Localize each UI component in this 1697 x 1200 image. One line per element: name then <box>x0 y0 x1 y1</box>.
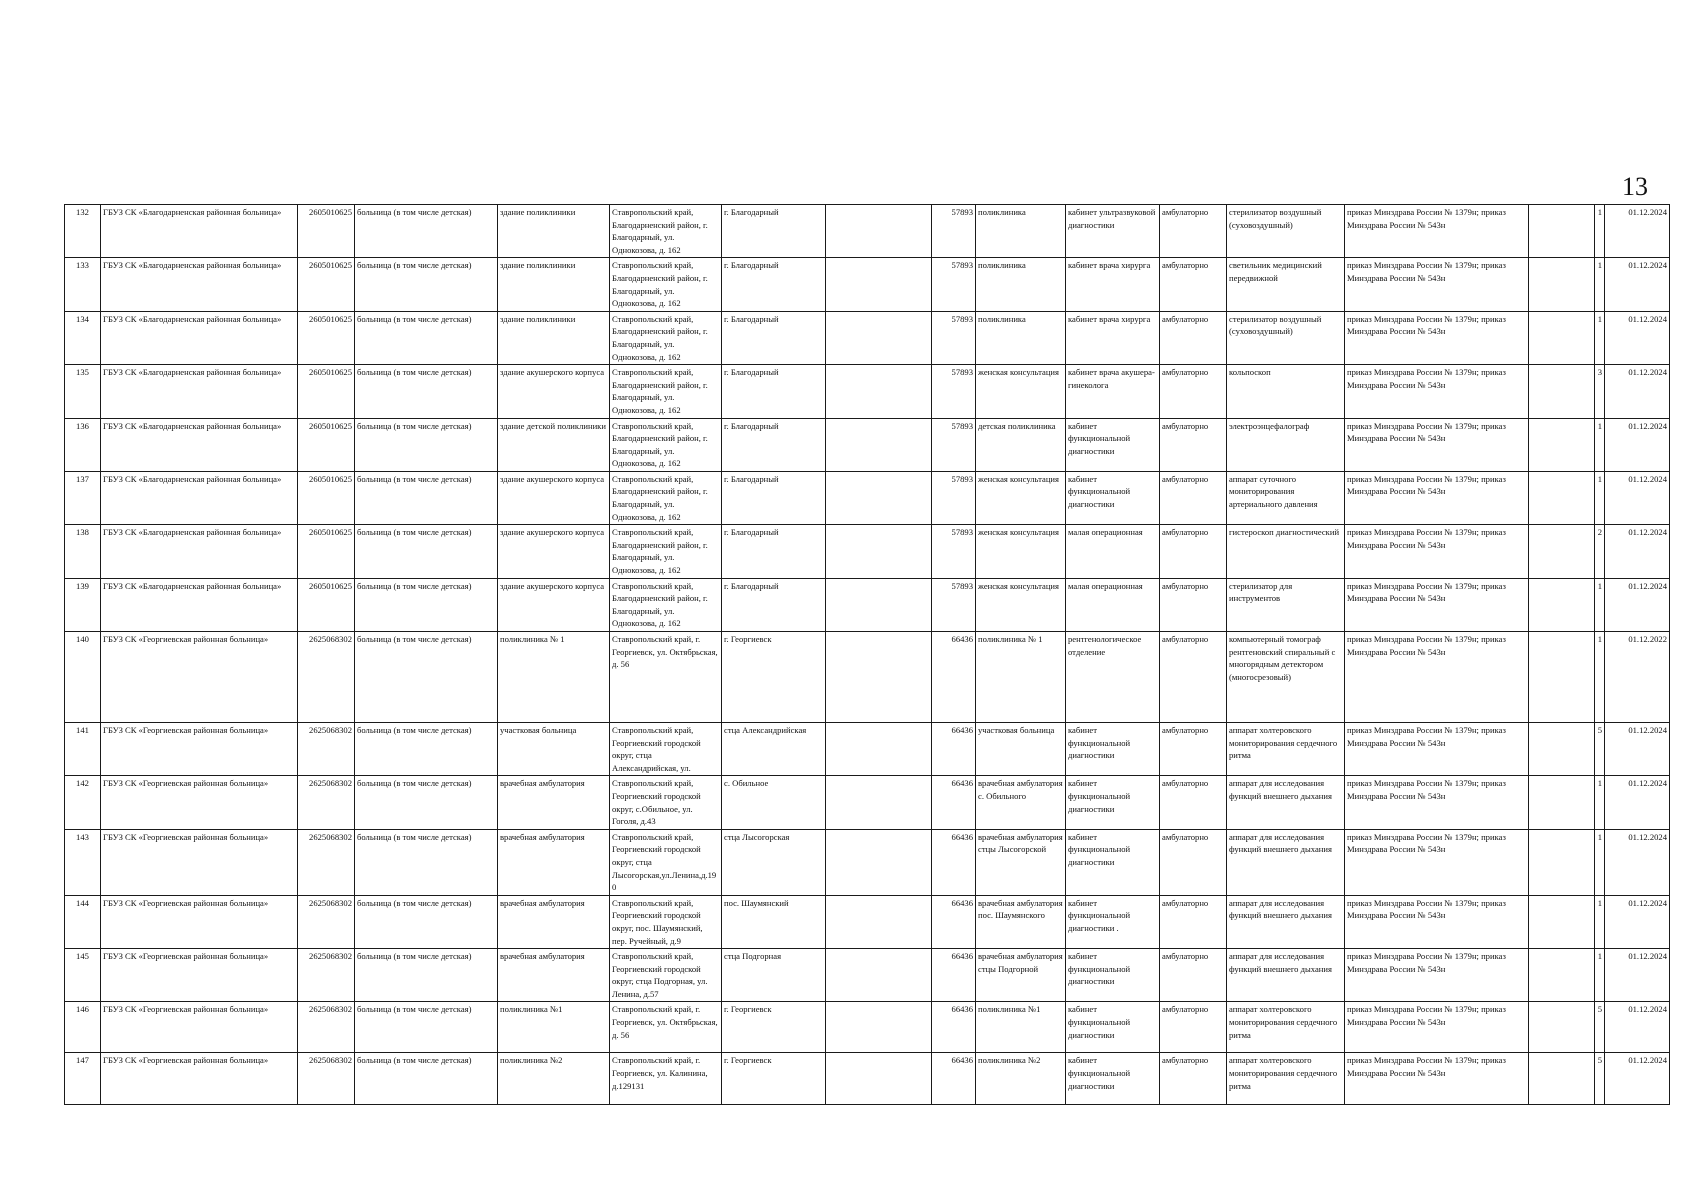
row-number: 139 <box>65 578 101 631</box>
inn-code: 2605010625 <box>298 258 355 311</box>
room-name: малая операционная <box>1066 525 1160 578</box>
building-name: поликлиника № 1 <box>498 632 610 723</box>
subdivision: женская консультация <box>976 525 1066 578</box>
care-form: амбулаторно <box>1160 205 1227 258</box>
equipment-name: стерилизатор воздушный (суховоздушный) <box>1227 205 1345 258</box>
row-number: 143 <box>65 829 101 895</box>
row-number: 141 <box>65 723 101 776</box>
population-count: 57893 <box>932 418 976 471</box>
table-row <box>65 632 1670 723</box>
delivery-date: 01.12.2024 <box>1605 471 1670 524</box>
subdivision: врачебная амбулатория стцы Лысогорской <box>976 829 1066 895</box>
table-row <box>65 949 1670 1002</box>
building-name: врачебная амбулатория <box>498 895 610 948</box>
population-count: 66436 <box>932 632 976 723</box>
subdivision: поликлиника № 1 <box>976 632 1066 723</box>
population-count: 66436 <box>932 776 976 829</box>
organization-name: ГБУЗ СК «Благодарненская районная больница» <box>101 205 298 258</box>
address: Ставропольский край, Благодарненский район, г. Благодарный, ул. Однокозова, д. 162 <box>610 578 722 631</box>
table-row <box>65 829 1670 895</box>
care-form: амбулаторно <box>1160 311 1227 364</box>
locality: г. Благодарный <box>722 205 826 258</box>
organization-name: ГБУЗ СК «Георгиевская районная больница» <box>101 723 298 776</box>
locality: г. Благодарный <box>722 311 826 364</box>
address: Ставропольский край, Георгиевский городской округ, стца Лысогорская,ул.Ленина,д.190 <box>610 829 722 895</box>
delivery-date: 01.12.2024 <box>1605 949 1670 1002</box>
subdivision: женская консультация <box>976 578 1066 631</box>
subdivision: врачебная амбулатория пос. Шаумянского <box>976 895 1066 948</box>
locality: г. Благодарный <box>722 471 826 524</box>
population-count: 57893 <box>932 311 976 364</box>
equipment-name: стерилизатор для инструментов <box>1227 578 1345 631</box>
table-row <box>65 471 1670 524</box>
delivery-date: 01.12.2024 <box>1605 205 1670 258</box>
care-form: амбулаторно <box>1160 258 1227 311</box>
population-count: 57893 <box>932 365 976 418</box>
care-form: амбулаторно <box>1160 895 1227 948</box>
equipment-name: аппарат холтеровского мониторирования сердечного ритма <box>1227 1002 1345 1053</box>
care-form: амбулаторно <box>1160 949 1227 1002</box>
locality: г. Георгиевск <box>722 1002 826 1053</box>
row-number: 140 <box>65 632 101 723</box>
row-number: 142 <box>65 776 101 829</box>
care-form: амбулаторно <box>1160 632 1227 723</box>
inn-code: 2605010625 <box>298 205 355 258</box>
subdivision: врачебная амбулатория с. Обильного <box>976 776 1066 829</box>
building-name: здание поликлиники <box>498 258 610 311</box>
delivery-date: 01.12.2024 <box>1605 1002 1670 1053</box>
population-count: 57893 <box>932 471 976 524</box>
row-number: 134 <box>65 311 101 364</box>
delivery-date: 01.12.2024 <box>1605 365 1670 418</box>
population-count: 57893 <box>932 205 976 258</box>
regulatory-order: приказ Минздрава России № 1379н; приказ Минздрава России № 543н <box>1345 829 1529 895</box>
row-number: 132 <box>65 205 101 258</box>
quantity: 1 <box>1595 895 1605 948</box>
inn-code: 2605010625 <box>298 471 355 524</box>
delivery-date: 01.12.2024 <box>1605 723 1670 776</box>
equipment-registry-table <box>64 204 1670 1105</box>
equipment-name: электроэнцефалограф <box>1227 418 1345 471</box>
regulatory-order: приказ Минздрава России № 1379н; приказ Минздрава России № 543н <box>1345 258 1529 311</box>
inn-code: 2605010625 <box>298 525 355 578</box>
equipment-name: компьютерный томограф рентгеновский спиральный с многорядным детектором (многосрезовый) <box>1227 632 1345 723</box>
empty-cell <box>1529 776 1595 829</box>
empty-cell <box>1529 418 1595 471</box>
registry-body <box>65 205 1670 1105</box>
page-number: 13 <box>1622 172 1648 201</box>
regulatory-order: приказ Минздрава России № 1379н; приказ Минздрава России № 543н <box>1345 205 1529 258</box>
building-name: врачебная амбулатория <box>498 949 610 1002</box>
population-count: 66436 <box>932 829 976 895</box>
empty-cell <box>1529 525 1595 578</box>
equipment-name: аппарат суточного мониторирования артериального давления <box>1227 471 1345 524</box>
equipment-name: кольпоскоп <box>1227 365 1345 418</box>
room-name: кабинет врача хирурга <box>1066 258 1160 311</box>
quantity: 5 <box>1595 1053 1605 1105</box>
room-name: рентгенологическое отделение <box>1066 632 1160 723</box>
organization-name: ГБУЗ СК «Георгиевская районная больница» <box>101 895 298 948</box>
building-name: поликлиника №2 <box>498 1053 610 1105</box>
organization-name: ГБУЗ СК «Георгиевская районная больница» <box>101 949 298 1002</box>
empty-cell <box>826 895 932 948</box>
subdivision: поликлиника <box>976 258 1066 311</box>
equipment-name: аппарат холтеровского мониторирования сердечного ритма <box>1227 1053 1345 1105</box>
locality: стца Александрийская <box>722 723 826 776</box>
population-count: 57893 <box>932 258 976 311</box>
organization-type: больница (в том числе детская) <box>355 1053 498 1105</box>
regulatory-order: приказ Минздрава России № 1379н; приказ Минздрава России № 543н <box>1345 578 1529 631</box>
delivery-date: 01.12.2024 <box>1605 578 1670 631</box>
inn-code: 2625068302 <box>298 895 355 948</box>
equipment-name: аппарат холтеровского мониторирования сердечного ритма <box>1227 723 1345 776</box>
inn-code: 2605010625 <box>298 418 355 471</box>
room-name: кабинет функциональной диагностики <box>1066 1053 1160 1105</box>
empty-cell <box>826 258 932 311</box>
organization-name: ГБУЗ СК «Благодарненская районная больница» <box>101 365 298 418</box>
empty-cell <box>826 205 932 258</box>
row-number: 146 <box>65 1002 101 1053</box>
locality: г. Благодарный <box>722 525 826 578</box>
regulatory-order: приказ Минздрава России № 1379н; приказ Минздрава России № 543н <box>1345 776 1529 829</box>
organization-type: больница (в том числе детская) <box>355 471 498 524</box>
empty-cell <box>826 578 932 631</box>
locality: г. Георгиевск <box>722 632 826 723</box>
table-row <box>65 205 1670 258</box>
row-number: 144 <box>65 895 101 948</box>
table-row <box>65 723 1670 776</box>
subdivision: поликлиника №1 <box>976 1002 1066 1053</box>
organization-name: ГБУЗ СК «Георгиевская районная больница» <box>101 776 298 829</box>
organization-type: больница (в том числе детская) <box>355 311 498 364</box>
quantity: 5 <box>1595 723 1605 776</box>
locality: стца Подгорная <box>722 949 826 1002</box>
room-name: кабинет функциональной диагностики <box>1066 418 1160 471</box>
quantity: 1 <box>1595 776 1605 829</box>
room-name: кабинет функциональной диагностики <box>1066 723 1160 776</box>
address: Ставропольский край, Георгиевский городской округ, стца Александрийская, ул. <box>610 723 722 776</box>
organization-type: больница (в том числе детская) <box>355 632 498 723</box>
address: Ставропольский край, Благодарненский район, г. Благодарный, ул. Однокозова, д. 162 <box>610 418 722 471</box>
care-form: амбулаторно <box>1160 1053 1227 1105</box>
building-name: здание поликлиники <box>498 205 610 258</box>
inn-code: 2625068302 <box>298 949 355 1002</box>
regulatory-order: приказ Минздрава России № 1379н; приказ Минздрава России № 543н <box>1345 471 1529 524</box>
row-number: 133 <box>65 258 101 311</box>
locality: с. Обильное <box>722 776 826 829</box>
address: Ставропольский край, Георгиевский городской округ, пос. Шаумянский, пер. Ручейный, д.9 <box>610 895 722 948</box>
quantity: 5 <box>1595 1002 1605 1053</box>
address: Ставропольский край, Георгиевский городской округ, с.Обильное, ул. Гоголя, д.43 <box>610 776 722 829</box>
locality: г. Благодарный <box>722 258 826 311</box>
regulatory-order: приказ Минздрава России № 1379н; приказ Минздрава России № 543н <box>1345 949 1529 1002</box>
organization-type: больница (в том числе детская) <box>355 1002 498 1053</box>
inn-code: 2625068302 <box>298 1053 355 1105</box>
empty-cell <box>1529 723 1595 776</box>
table-row <box>65 365 1670 418</box>
building-name: поликлиника №1 <box>498 1002 610 1053</box>
organization-name: ГБУЗ СК «Георгиевская районная больница» <box>101 1053 298 1105</box>
building-name: врачебная амбулатория <box>498 776 610 829</box>
regulatory-order: приказ Минздрава России № 1379н; приказ Минздрава России № 543н <box>1345 418 1529 471</box>
building-name: участковая больница <box>498 723 610 776</box>
empty-cell <box>1529 578 1595 631</box>
regulatory-order: приказ Минздрава России № 1379н; приказ Минздрава России № 543н <box>1345 632 1529 723</box>
room-name: кабинет функциональной диагностики <box>1066 1002 1160 1053</box>
organization-type: больница (в том числе детская) <box>355 578 498 631</box>
empty-cell <box>1529 311 1595 364</box>
population-count: 66436 <box>932 1053 976 1105</box>
room-name: кабинет функциональной диагностики <box>1066 829 1160 895</box>
organization-name: ГБУЗ СК «Благодарненская районная больница» <box>101 471 298 524</box>
organization-name: ГБУЗ СК «Благодарненская районная больница» <box>101 311 298 364</box>
room-name: малая операционная <box>1066 578 1160 631</box>
room-name: кабинет функциональной диагностики <box>1066 949 1160 1002</box>
population-count: 66436 <box>932 723 976 776</box>
organization-type: больница (в том числе детская) <box>355 418 498 471</box>
organization-name: ГБУЗ СК «Благодарненская районная больница» <box>101 418 298 471</box>
empty-cell <box>826 418 932 471</box>
address: Ставропольский край, Благодарненский район, г. Благодарный, ул. Однокозова, д. 162 <box>610 365 722 418</box>
empty-cell <box>826 365 932 418</box>
empty-cell <box>826 471 932 524</box>
room-name: кабинет врача хирурга <box>1066 311 1160 364</box>
empty-cell <box>1529 632 1595 723</box>
quantity: 1 <box>1595 311 1605 364</box>
population-count: 66436 <box>932 949 976 1002</box>
organization-name: ГБУЗ СК «Благодарненская районная больница» <box>101 258 298 311</box>
subdivision: поликлиника <box>976 311 1066 364</box>
table-row <box>65 525 1670 578</box>
equipment-name: стерилизатор воздушный (суховоздушный) <box>1227 311 1345 364</box>
subdivision: женская консультация <box>976 365 1066 418</box>
delivery-date: 01.12.2024 <box>1605 525 1670 578</box>
empty-cell <box>826 1002 932 1053</box>
row-number: 145 <box>65 949 101 1002</box>
delivery-date: 01.12.2024 <box>1605 829 1670 895</box>
quantity: 1 <box>1595 949 1605 1002</box>
regulatory-order: приказ Минздрава России № 1379н; приказ Минздрава России № 543н <box>1345 1053 1529 1105</box>
inn-code: 2625068302 <box>298 632 355 723</box>
address: Ставропольский край, Благодарненский район, г. Благодарный, ул. Однокозова, д. 162 <box>610 471 722 524</box>
empty-cell <box>1529 829 1595 895</box>
address: Ставропольский край, г. Георгиевск, ул. Калинина, д.129131 <box>610 1053 722 1105</box>
locality: г. Георгиевск <box>722 1053 826 1105</box>
inn-code: 2625068302 <box>298 1002 355 1053</box>
building-name: здание поликлиники <box>498 311 610 364</box>
row-number: 137 <box>65 471 101 524</box>
delivery-date: 01.12.2024 <box>1605 311 1670 364</box>
empty-cell <box>826 525 932 578</box>
table-row <box>65 258 1670 311</box>
care-form: амбулаторно <box>1160 365 1227 418</box>
building-name: здание акушерского корпуса <box>498 471 610 524</box>
organization-name: ГБУЗ СК «Георгиевская районная больница» <box>101 1002 298 1053</box>
subdivision: детская поликлиника <box>976 418 1066 471</box>
organization-name: ГБУЗ СК «Георгиевская районная больница» <box>101 829 298 895</box>
care-form: амбулаторно <box>1160 723 1227 776</box>
address: Ставропольский край, г. Георгиевск, ул. Октябрьская, д. 56 <box>610 632 722 723</box>
row-number: 147 <box>65 1053 101 1105</box>
row-number: 138 <box>65 525 101 578</box>
address: Ставропольский край, г. Георгиевск, ул. Октябрьская, д. 56 <box>610 1002 722 1053</box>
delivery-date: 01.12.2024 <box>1605 776 1670 829</box>
building-name: здание детской поликлиники <box>498 418 610 471</box>
table-row <box>65 776 1670 829</box>
address: Ставропольский край, Благодарненский район, г. Благодарный, ул. Однокозова, д. 162 <box>610 525 722 578</box>
regulatory-order: приказ Минздрава России № 1379н; приказ Минздрава России № 543н <box>1345 895 1529 948</box>
inn-code: 2625068302 <box>298 723 355 776</box>
subdivision: поликлиника <box>976 205 1066 258</box>
equipment-name: аппарат для исследования функций внешнего дыхания <box>1227 776 1345 829</box>
subdivision: поликлиника №2 <box>976 1053 1066 1105</box>
inn-code: 2605010625 <box>298 578 355 631</box>
building-name: здание акушерского корпуса <box>498 525 610 578</box>
locality: стца Лысогорская <box>722 829 826 895</box>
empty-cell <box>1529 1002 1595 1053</box>
empty-cell <box>1529 365 1595 418</box>
empty-cell <box>1529 1053 1595 1105</box>
quantity: 1 <box>1595 578 1605 631</box>
room-name: кабинет функциональной диагностики <box>1066 471 1160 524</box>
table-row <box>65 1053 1670 1105</box>
quantity: 3 <box>1595 365 1605 418</box>
organization-name: ГБУЗ СК «Благодарненская районная больница» <box>101 525 298 578</box>
regulatory-order: приказ Минздрава России № 1379н; приказ Минздрава России № 543н <box>1345 365 1529 418</box>
subdivision: врачебная амбулатория стцы Подгорной <box>976 949 1066 1002</box>
table-row <box>65 418 1670 471</box>
care-form: амбулаторно <box>1160 1002 1227 1053</box>
care-form: амбулаторно <box>1160 525 1227 578</box>
delivery-date: 01.12.2022 <box>1605 632 1670 723</box>
empty-cell <box>1529 949 1595 1002</box>
table-row <box>65 578 1670 631</box>
inn-code: 2625068302 <box>298 776 355 829</box>
address: Ставропольский край, Благодарненский район, г. Благодарный, ул. Однокозова, д. 162 <box>610 258 722 311</box>
inn-code: 2625068302 <box>298 829 355 895</box>
population-count: 66436 <box>932 1002 976 1053</box>
care-form: амбулаторно <box>1160 829 1227 895</box>
quantity: 1 <box>1595 205 1605 258</box>
equipment-name: гистероскоп диагностический <box>1227 525 1345 578</box>
row-number: 136 <box>65 418 101 471</box>
inn-code: 2605010625 <box>298 365 355 418</box>
quantity: 1 <box>1595 258 1605 311</box>
room-name: кабинет ультразвуковой диагностики <box>1066 205 1160 258</box>
organization-type: больница (в том числе детская) <box>355 776 498 829</box>
empty-cell <box>826 1053 932 1105</box>
regulatory-order: приказ Минздрава России № 1379н; приказ Минздрава России № 543н <box>1345 723 1529 776</box>
equipment-name: аппарат для исследования функций внешнего дыхания <box>1227 895 1345 948</box>
inn-code: 2605010625 <box>298 311 355 364</box>
quantity: 2 <box>1595 525 1605 578</box>
quantity: 1 <box>1595 418 1605 471</box>
care-form: амбулаторно <box>1160 471 1227 524</box>
population-count: 57893 <box>932 525 976 578</box>
organization-type: больница (в том числе детская) <box>355 949 498 1002</box>
regulatory-order: приказ Минздрава России № 1379н; приказ Минздрава России № 543н <box>1345 1002 1529 1053</box>
row-number: 135 <box>65 365 101 418</box>
locality: г. Благодарный <box>722 418 826 471</box>
room-name: кабинет функциональной диагностики <box>1066 776 1160 829</box>
care-form: амбулаторно <box>1160 578 1227 631</box>
table-row <box>65 311 1670 364</box>
care-form: амбулаторно <box>1160 418 1227 471</box>
regulatory-order: приказ Минздрава России № 1379н; приказ Минздрава России № 543н <box>1345 525 1529 578</box>
address: Ставропольский край, Георгиевский городской округ, стца Подгорная, ул. Ленина, д.57 <box>610 949 722 1002</box>
locality: г. Благодарный <box>722 578 826 631</box>
quantity: 1 <box>1595 471 1605 524</box>
empty-cell <box>1529 895 1595 948</box>
delivery-date: 01.12.2024 <box>1605 895 1670 948</box>
delivery-date: 01.12.2024 <box>1605 1053 1670 1105</box>
locality: г. Благодарный <box>722 365 826 418</box>
organization-type: больница (в том числе детская) <box>355 258 498 311</box>
room-name: кабинет врача акушера-гинеколога <box>1066 365 1160 418</box>
equipment-name: аппарат для исследования функций внешнего дыхания <box>1227 949 1345 1002</box>
organization-name: ГБУЗ СК «Благодарненская районная больница» <box>101 578 298 631</box>
organization-type: больница (в том числе детская) <box>355 829 498 895</box>
empty-cell <box>1529 471 1595 524</box>
equipment-name: аппарат для исследования функций внешнего дыхания <box>1227 829 1345 895</box>
empty-cell <box>1529 205 1595 258</box>
organization-name: ГБУЗ СК «Георгиевская районная больница» <box>101 632 298 723</box>
equipment-name: светильник медицинский передвижной <box>1227 258 1345 311</box>
empty-cell <box>826 723 932 776</box>
organization-type: больница (в том числе детская) <box>355 205 498 258</box>
address: Ставропольский край, Благодарненский район, г. Благодарный, ул. Однокозова, д. 162 <box>610 311 722 364</box>
organization-type: больница (в том числе детская) <box>355 365 498 418</box>
delivery-date: 01.12.2024 <box>1605 418 1670 471</box>
empty-cell <box>826 632 932 723</box>
locality: пос. Шаумянский <box>722 895 826 948</box>
organization-type: больница (в том числе детская) <box>355 525 498 578</box>
empty-cell <box>826 829 932 895</box>
population-count: 66436 <box>932 895 976 948</box>
organization-type: больница (в том числе детская) <box>355 895 498 948</box>
population-count: 57893 <box>932 578 976 631</box>
room-name: кабинет функциональной диагностики . <box>1066 895 1160 948</box>
empty-cell <box>826 949 932 1002</box>
empty-cell <box>1529 258 1595 311</box>
regulatory-order: приказ Минздрава России № 1379н; приказ Минздрава России № 543н <box>1345 311 1529 364</box>
care-form: амбулаторно <box>1160 776 1227 829</box>
subdivision: женская консультация <box>976 471 1066 524</box>
quantity: 1 <box>1595 829 1605 895</box>
quantity: 1 <box>1595 632 1605 723</box>
delivery-date: 01.12.2024 <box>1605 258 1670 311</box>
table-row <box>65 895 1670 948</box>
organization-type: больница (в том числе детская) <box>355 723 498 776</box>
building-name: врачебная амбулатория <box>498 829 610 895</box>
table-row <box>65 1002 1670 1053</box>
building-name: здание акушерского корпуса <box>498 365 610 418</box>
subdivision: участковая больница <box>976 723 1066 776</box>
building-name: здание акушерского корпуса <box>498 578 610 631</box>
empty-cell <box>826 776 932 829</box>
address: Ставропольский край, Благодарненский район, г. Благодарный, ул. Однокозова, д. 162 <box>610 205 722 258</box>
empty-cell <box>826 311 932 364</box>
